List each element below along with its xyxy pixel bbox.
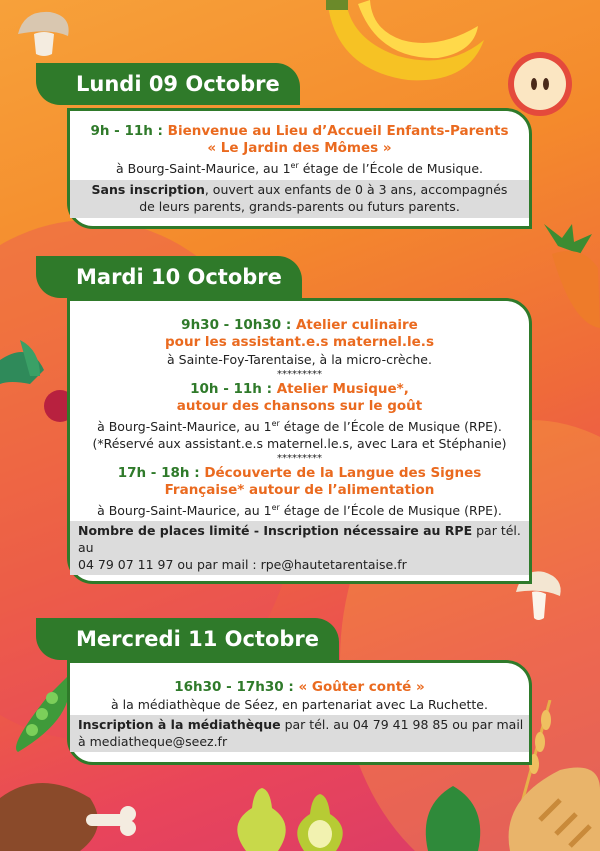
event-title: 9h30 - 10h30 : Atelier culinaire bbox=[181, 317, 418, 333]
separator: ********* bbox=[277, 369, 322, 380]
event-title: 16h30 - 17h30 : « Goûter conté » bbox=[174, 679, 425, 695]
event-subtitle: « Le Jardin des Mômes » bbox=[207, 140, 392, 156]
event-title: 10h - 11h : Atelier Musique*, bbox=[190, 381, 409, 397]
event-card-mardi bbox=[67, 298, 532, 584]
event-card-lundi bbox=[67, 108, 532, 229]
registration-note: Nombre de places limité - Inscription nécessaire au RPE par tél. au 04 79 07 11 97 ou par mail : rpe@hautetarentaise.fr bbox=[70, 521, 529, 575]
lettuce-icon bbox=[418, 786, 488, 851]
apple-icon bbox=[502, 50, 582, 116]
event-location: à Bourg-Saint-Maurice, au 1er étage de l’École de Musique. bbox=[115, 161, 483, 177]
day-heading-mercredi: Mercredi 11 Octobre bbox=[36, 618, 339, 660]
pear-icon bbox=[226, 784, 356, 851]
event-subtitle: autour des chansons sur le goût bbox=[176, 398, 423, 414]
event-title: 9h - 11h : Bienvenue au Lieu d’Accueil Enfants-Parents bbox=[90, 123, 509, 139]
event-location: à Bourg-Saint-Maurice, au 1er étage de l’École de Musique (RPE). bbox=[97, 503, 502, 519]
day-heading-mardi: Mardi 10 Octobre bbox=[36, 256, 302, 298]
banana-icon bbox=[318, 0, 488, 100]
registration-note: Inscription à la médiathèque par tél. au 04 79 41 98 85 ou par mail à mediatheque@seez.fr bbox=[70, 715, 529, 752]
carrot-icon bbox=[532, 224, 600, 328]
event-location: à la médiathèque de Séez, en partenariat avec La Ruchette. bbox=[111, 697, 488, 712]
event-card-mercredi bbox=[67, 660, 532, 765]
event-location: à Bourg-Saint-Maurice, au 1er étage de l’École de Musique (RPE). bbox=[97, 419, 502, 435]
day-heading-lundi: Lundi 09 Octobre bbox=[36, 63, 300, 105]
separator: ********* bbox=[277, 453, 322, 465]
event-location: à Sainte-Foy-Tarentaise, à la micro-crèche. bbox=[167, 352, 432, 367]
bread-icon bbox=[490, 760, 600, 851]
event-title: 17h - 18h : Découverte de la Langue des Signes bbox=[117, 465, 482, 482]
event-subtitle: Française* autour de l’alimentation bbox=[164, 482, 435, 499]
event-subtitle: pour les assistant.e.s maternel.le.s bbox=[165, 334, 434, 350]
chicken-leg-icon bbox=[0, 768, 140, 851]
registration-note: Sans inscription, ouvert aux enfants de 0 à 3 ans, accompagnés de leurs parents, grands-parents ou futurs parents. bbox=[70, 180, 529, 218]
event-extra: (*Réservé aux assistant.e.s maternel.le.s, avec Lara et Stéphanie) bbox=[92, 436, 507, 452]
mushroom-icon bbox=[14, 8, 74, 60]
